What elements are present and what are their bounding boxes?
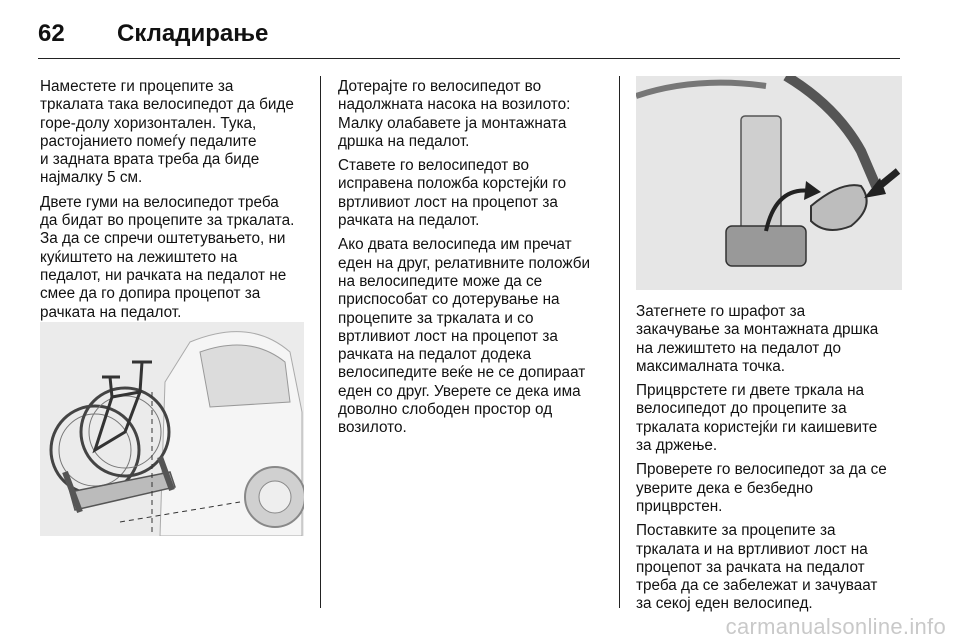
paragraph-fasten-wheels: Прицврстете ги двете тркала на велосипедот до процепите за тркалата користејќи ги каишевите за држење. (636, 382, 878, 455)
paragraph-two-bikes: Ако двата велосипеда им пречат еден на друг, релативните положби на велосипедите може да се приспособат со дотерување на процепите за тркалата и со вртливиот лост на процепот за рачката на педалот додека велосипедите веќе не се допираат еден со друг. Уверете се дека има доволно слободен простор од возилото. (338, 236, 591, 437)
paragraph-adjust-bike: Дотерајте го велосипедот во надолжната насока на возилото: Малку олабавете ја монтажната дршка на педалот. (338, 78, 571, 150)
column-divider-1 (320, 76, 321, 608)
header-rule (38, 58, 900, 59)
paragraph-save-settings: Поставките за процепите за тркалата и на вртливиот лост на процепот за рачката на педалот треба да се забележат и зачуваат за секој еден велосипед. (636, 522, 878, 613)
column-right (636, 303, 908, 620)
bike-pedal (726, 226, 806, 266)
paragraph-upright-position: Ставете го велосипедот во исправена положба корстејќи го вртливиот лост на процепот за рачката на педалот. (338, 157, 567, 230)
bike-carrier-illustration (40, 322, 304, 536)
paragraph-tyres-in-slots: Двете гуми на велосипедот треба да бидат во процепите за тркалата. За да се спречи оштетувањето, ни куќиштето на лежиштето на педалот, ни рачката на педалот не смее да го допира процепот за рачката на педалот. (40, 193, 295, 321)
paragraph-check-bike: Проверете го велосипедот за да се уверите дека е безбедно прицврстен. (636, 461, 887, 515)
page-header (38, 14, 908, 54)
paragraph-tighten-screw: Затегнете го шрафот за закачување за монтажната дршка на лежиштето на педалот до максималната точка. (636, 303, 879, 375)
paragraph-align-slots: Наместете ги процепите за тркалата така велосипедот да биде горе-долу хоризонтален. Тука, растојанието помеѓу педалите и задната врата треба да биде најмалку 5 см. (40, 78, 294, 187)
pedal-holder-illustration (636, 76, 902, 290)
section-title: Складирање (117, 20, 269, 47)
column-divider-2 (619, 76, 620, 608)
watermark: carmanualsonline.info (725, 614, 946, 639)
car-hub (259, 481, 291, 513)
page-number: 62 (38, 20, 65, 47)
column-left (40, 78, 312, 328)
column-middle (338, 78, 610, 444)
